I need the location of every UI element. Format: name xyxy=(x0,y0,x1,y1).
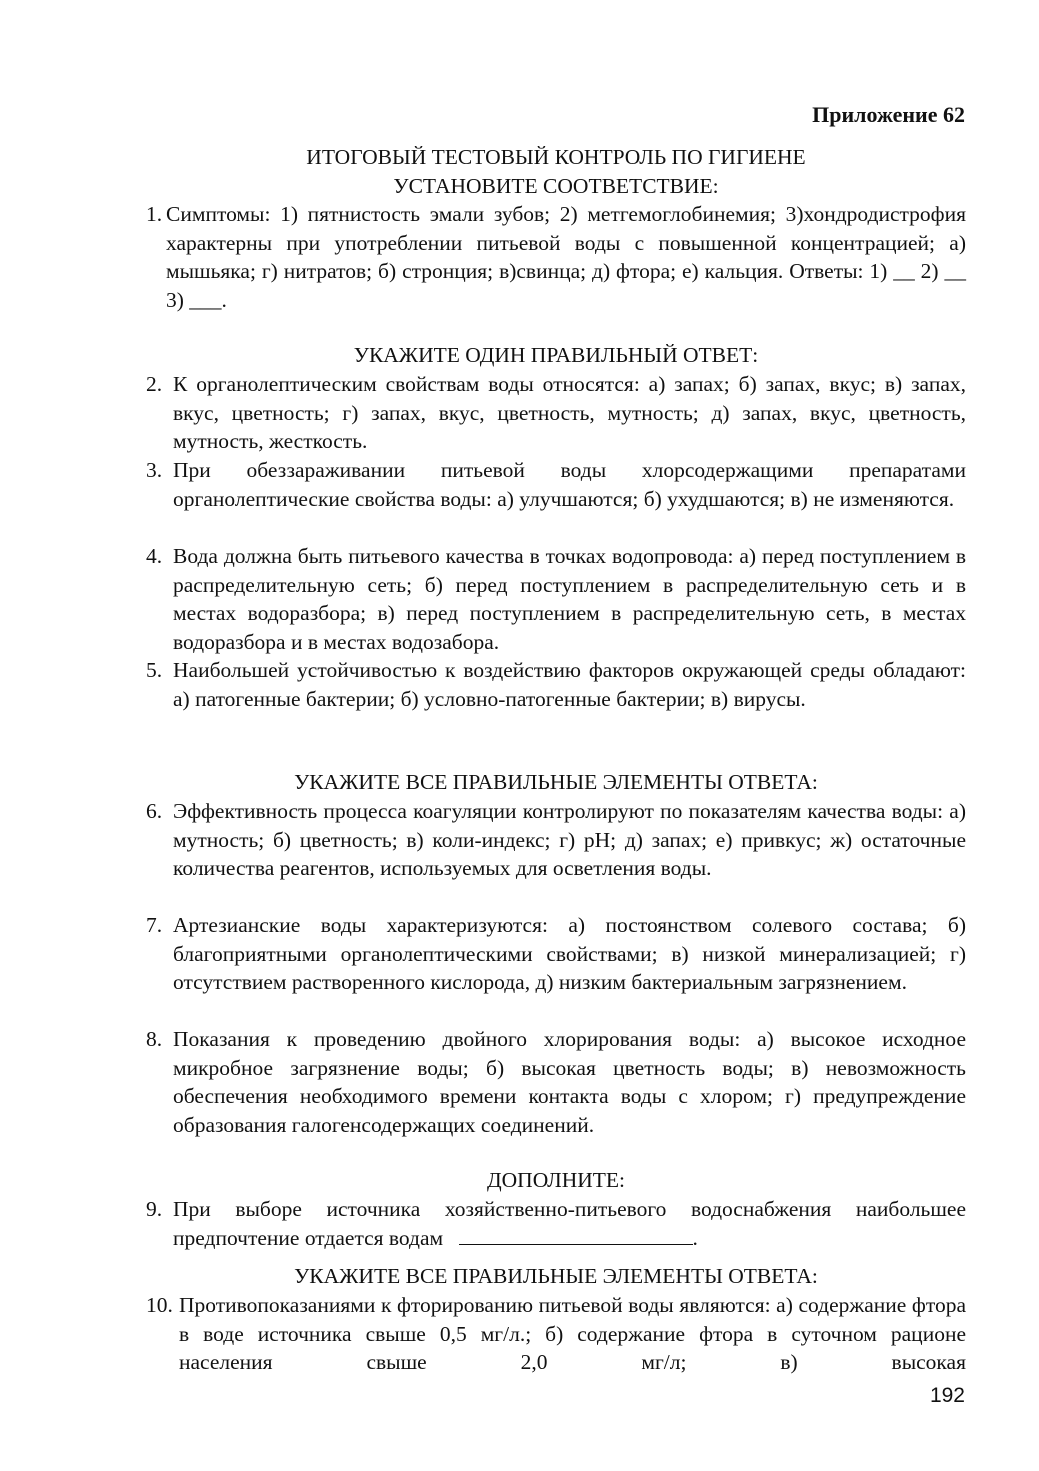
section-heading-matching: УСТАНОВИТЕ СООТВЕТСТВИЕ: xyxy=(393,174,719,198)
question-text: Симптомы: 1) пятнистость эмали зубов; 2) метгемоглобинемия; 3)хондродистрофия характерны при употреблении питьевой воды с повышенной концентрацией; а) мышьяка; г) нитратов; б) стронция; в)свинца; д) фтора; е) кальция. Ответы: 1) __ 2) __ 3) ___. xyxy=(166,202,966,312)
question-number: 2. xyxy=(146,372,163,396)
question-number: 10. xyxy=(146,1293,173,1317)
question-text: К органолептическим свойствам воды относятся: а) запах; б) запах, вкус; в) запах, вкус, цветность; г) запах, вкус, цветность, мутность; д) запах, вкус, цветность, мутность, жесткость. xyxy=(173,372,966,453)
question-2 xyxy=(146,370,966,456)
document-title: ИТОГОВЫЙ ТЕСТОВЫЙ КОНТРОЛЬ ПО ГИГИЕНЕ xyxy=(306,145,806,169)
question-text: Эффективность процесса коагуляции контролируют по показателям качества воды: а) мутность; б) цветность; в) коли-индекс; г) pH; д) запах; е) привкус; ж) остаточные количества реагентов, используемых для осветления воды. xyxy=(173,799,966,880)
section-heading-all-elements: УКАЖИТЕ ВСЕ ПРАВИЛЬНЫЕ ЭЛЕМЕНТЫ ОТВЕТА: xyxy=(294,770,818,794)
question-text xyxy=(173,1195,966,1252)
question-7 xyxy=(146,911,966,997)
question-number: 6. xyxy=(146,799,163,823)
question-number: 1. xyxy=(146,202,163,226)
question-text: Артезианские воды характеризуются: а) постоянством солевого состава; б) благоприятными органолептическими свойствами; в) низкой минерализацией; г) отсутствием растворенного кислорода, д) низким бактериальным загрязнением. xyxy=(173,913,966,994)
question-number: 4. xyxy=(146,544,163,568)
question-number: 5. xyxy=(146,658,163,682)
question-9 xyxy=(146,1195,966,1252)
question-text: При обеззараживании питьевой воды хлорсодержащими препаратами органолептические свойства воды: а) улучшаются; б) ухудшаются; в) не изменяются. xyxy=(173,458,966,511)
question-text: Вода должна быть питьевого качества в точках водопровода: а) перед поступлением в распределительную сеть; б) перед поступлением в распределительную сеть и в местах водоразбора; в) перед поступлением в распределительную сеть, в местах водоразбора и в местах водозабора. xyxy=(173,544,966,654)
answer-blank[interactable] xyxy=(459,1224,693,1245)
question-text: Наибольшей устойчивостью к воздействию факторов окружающей среды обладают: а) патогенные бактерии; б) условно-патогенные бактерии; в) вирусы. xyxy=(173,658,966,711)
question-number: 7. xyxy=(146,913,163,937)
question-8 xyxy=(146,1025,966,1139)
question-6 xyxy=(146,797,966,883)
question-text-end: . xyxy=(692,1225,698,1250)
page-number: 192 xyxy=(929,1384,965,1407)
section-heading-single-answer: УКАЖИТЕ ОДИН ПРАВИЛЬНЫЙ ОТВЕТ: xyxy=(353,343,759,367)
question-text: Показания к проведению двойного хлорирования воды: а) высокое исходное микробное загрязнение воды; б) высокая цветность воды; в) невозможность обеспечения необходимого времени контакта воды с хлором; г) предупреждение образования галогенсодержащих соединений. xyxy=(173,1027,966,1137)
question-number: 9. xyxy=(146,1197,163,1221)
question-1 xyxy=(146,200,966,314)
section-heading-all-elements-2: УКАЖИТЕ ВСЕ ПРАВИЛЬНЫЕ ЭЛЕМЕНТЫ ОТВЕТА: xyxy=(294,1264,818,1288)
question-text-main: При выборе источника хозяйственно-питьевого водоснабжения наибольшее предпочтение отдается водам xyxy=(173,1197,966,1250)
question-10 xyxy=(146,1291,966,1377)
question-number: 3. xyxy=(146,458,163,482)
question-text: Противопоказаниями к фторированию питьевой воды являются: а) содержание фтора в воде источника свыше 0,5 мг/л.; б) содержание фтора в суточном рационе населения свыше 2,0 мг/л; в) высокая xyxy=(179,1293,966,1374)
question-number: 8. xyxy=(146,1027,163,1051)
appendix-label: Приложение 62 xyxy=(812,102,965,127)
question-3 xyxy=(146,456,966,513)
question-5 xyxy=(146,656,966,713)
question-4 xyxy=(146,542,966,656)
section-heading-complete: ДОПОЛНИТЕ: xyxy=(486,1168,626,1192)
